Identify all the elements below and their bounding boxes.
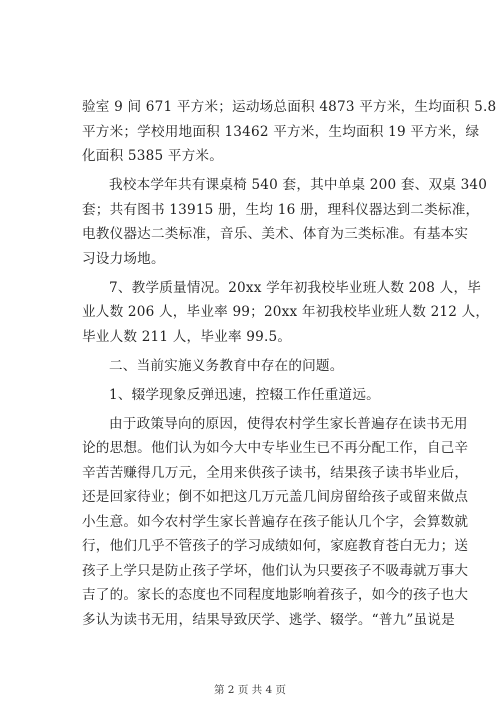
paragraph-start-line: 由于政策导向的原因，使得农村学生家长普遍存在读书无用	[109, 415, 468, 432]
text-line: 还是回家待业；倒不如把这几万元盖几间房留给孩子或留来做点	[82, 489, 469, 505]
text-line: 毕业人数 211 人，毕业率 99.5。	[82, 328, 292, 345]
text-line: 行，他们几乎不管孩子的学习成绩如何，家庭教育苍白无力；送	[82, 538, 469, 554]
page-number-footer: 第 2 页 共 4 页	[213, 684, 287, 696]
text-line: 验室 9 间 671 平方米；运动场总面积 4873 平方米，生均面积 5.8	[82, 99, 497, 115]
text-line: 孩子上学只是防止孩子学坏，他们认为只要孩子不吸毒就万事大	[82, 562, 469, 579]
text-line: 平方米；学校用地面积 13462 平方米，生均面积 19 平方米，绿	[82, 123, 480, 140]
text-line: 套；共有图书 13915 册，生均 16 册，理科仪器达到二类标准，	[82, 201, 480, 218]
text-line: 论的思想。他们认为如今大中专毕业生已不再分配工作，自己辛	[82, 440, 469, 456]
document-body	[82, 95, 497, 632]
text-line: 业人数 206 人，毕业率 99；20xx 年初我校毕业班人数 212 人，	[82, 304, 490, 320]
text-line: 电教仪器达二类标准，音乐、美术、体育为三类标准。有基本实	[82, 226, 469, 242]
subsection-heading-1: 1、辍学现象反弹迅速，控辍工作任重道远。	[109, 386, 380, 403]
section-heading-7: 7、教学质量情况。20xx 学年初我校毕业班人数 208 人，毕	[109, 279, 482, 296]
text-line: 习设力场地。	[82, 250, 165, 267]
text-line: 吉了的。家长的态度也不同程度地影响着孩子，如今的孩子也大	[82, 587, 469, 603]
paragraph-start-line: 我校本学年共有课桌椅 540 套，其中单桌 200 套、双桌 340	[109, 177, 488, 193]
text-line: 辛苦苦赚得几万元，全用来供孩子读书，结果孩子读书毕业后，	[82, 464, 469, 481]
text-line: 多认为读书无用，结果导致厌学、逃学、辍学。“普九”虽说是	[82, 611, 455, 628]
text-line: 小生意。如今农村学生家长普遍存在孩子能认几个字，会算数就	[82, 513, 469, 530]
text-line: 化面积 5385 平方米。	[82, 148, 223, 164]
section-heading-problems: 二、当前实施义务教育中存在的问题。	[109, 357, 344, 374]
